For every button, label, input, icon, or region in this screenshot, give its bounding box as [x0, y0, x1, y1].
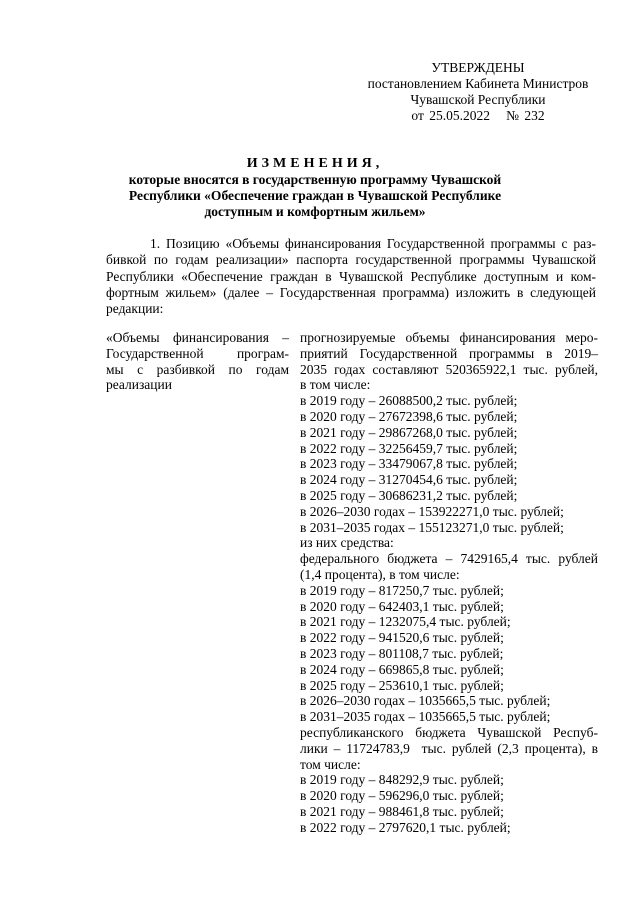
right-cell-line: федерального бюджета – 7429165,4 тыс. рублей — [300, 551, 598, 567]
right-cell-line: в 2022 году – 32256459,7 тыс. рублей; — [300, 440, 518, 456]
right-cell-line: в 2026–2030 годах – 153922271,0 тыс. рублей; — [300, 503, 564, 519]
document-heading — [110, 156, 520, 220]
right-cell-line: в 2021 году – 29867268,0 тыс. рублей; — [300, 424, 518, 440]
right-cell-line: лики – 11724783,9 тыс. рублей (2,3 процента), в — [300, 740, 598, 756]
table-left-cell — [106, 330, 289, 393]
right-cell-line: в 2021 году – 988461,8 тыс. рублей; — [300, 803, 504, 819]
right-cell-line: в 2022 году – 2797620,1 тыс. рублей; — [300, 819, 511, 835]
right-cell-line: в 2020 году – 27672398,6 тыс. рублей; — [300, 408, 518, 424]
intro-paragraph — [106, 236, 596, 317]
right-cell-line: в 2024 году – 31270454,6 тыс. рублей; — [300, 472, 518, 488]
intro-line: 1. Позицию «Объемы финансирования Государственной программы с раз- — [150, 236, 596, 251]
left-cell-line: мы с разбивкой по годам — [106, 361, 289, 377]
right-cell-line: в 2024 году – 669865,8 тыс. рублей; — [300, 661, 504, 677]
heading-line-2: Республики «Обеспечение граждан в Чувашской Республике — [128, 188, 502, 203]
right-cell-line: в 2019 году – 848292,9 тыс. рублей; — [300, 772, 504, 788]
right-cell-line: в 2026–2030 годах – 1035665,5 тыс. рублей; — [300, 693, 551, 709]
intro-line: фортным жильем» (далее – Государственная программа) изложить в следующей — [106, 284, 596, 300]
approval-date-number: от 25.05.2022 № 232 — [411, 108, 545, 123]
approval-issuer: постановлением Кабинета Министров — [367, 76, 589, 91]
intro-line: Республики «Обеспечение граждан в Чувашской Республике доступным и ком- — [106, 268, 596, 284]
right-cell-line: в 2020 году – 642403,1 тыс. рублей; — [300, 598, 504, 614]
intro-line: редакции: — [106, 301, 164, 317]
right-cell-line: в 2025 году – 30686231,2 тыс. рублей; — [300, 487, 518, 503]
right-cell-line: (1,4 процента), в том числе: — [300, 566, 460, 582]
right-cell-line: в 2019 году – 26088500,2 тыс. рублей; — [300, 393, 518, 409]
right-cell-line: республиканского бюджета Чувашской Респуб- — [300, 724, 598, 740]
right-cell-line: из них средства: — [300, 535, 394, 551]
right-cell-line: 2035 годах составляют 520365922,1 тыс. рублей, — [300, 361, 598, 377]
right-cell-line: прогнозируемые объемы финансирования меро- — [300, 330, 598, 345]
right-cell-line: приятий Государственной программы в 2019– — [300, 345, 598, 361]
intro-line: бивкой по годам реализации» паспорта государственной программы Чувашской — [106, 252, 596, 268]
heading-title: ИЗМЕНЕНИЯ, — [246, 156, 384, 171]
right-cell-line: в 2019 году – 817250,7 тыс. рублей; — [300, 582, 504, 598]
heading-line-3: доступным и комфортным жильем» — [204, 204, 426, 219]
approval-title: УТВЕРЖДЕНЫ — [431, 60, 525, 75]
right-cell-line: в 2031–2035 годах – 1035665,5 тыс. рублей; — [300, 709, 551, 725]
right-cell-line: в 2020 году – 596296,0 тыс. рублей; — [300, 788, 504, 804]
right-cell-line: том числе: — [300, 756, 361, 772]
left-cell-line: «Объемы финансирования – — [106, 330, 289, 345]
right-cell-line: в 2023 году – 33479067,8 тыс. рублей; — [300, 456, 518, 472]
approval-block — [360, 60, 596, 124]
right-cell-line: в 2021 году – 1232075,4 тыс. рублей; — [300, 614, 511, 630]
right-cell-line: в 2025 году – 253610,1 тыс. рублей; — [300, 677, 504, 693]
left-cell-line: Государственной програм- — [106, 345, 289, 361]
heading-line-1: которые вносятся в государственную программу Чувашской — [128, 172, 502, 187]
approval-republic: Чувашской Республики — [410, 92, 546, 107]
right-cell-line: в 2022 году – 941520,6 тыс. рублей; — [300, 630, 504, 646]
right-cell-line: в том числе: — [300, 377, 371, 393]
table-right-cell — [300, 330, 598, 836]
left-cell-line: реализации — [106, 377, 172, 393]
right-cell-line: в 2031–2035 годах – 155123271,0 тыс. рублей; — [300, 519, 564, 535]
right-cell-line: в 2023 году – 801108,7 тыс. рублей; — [300, 645, 504, 661]
